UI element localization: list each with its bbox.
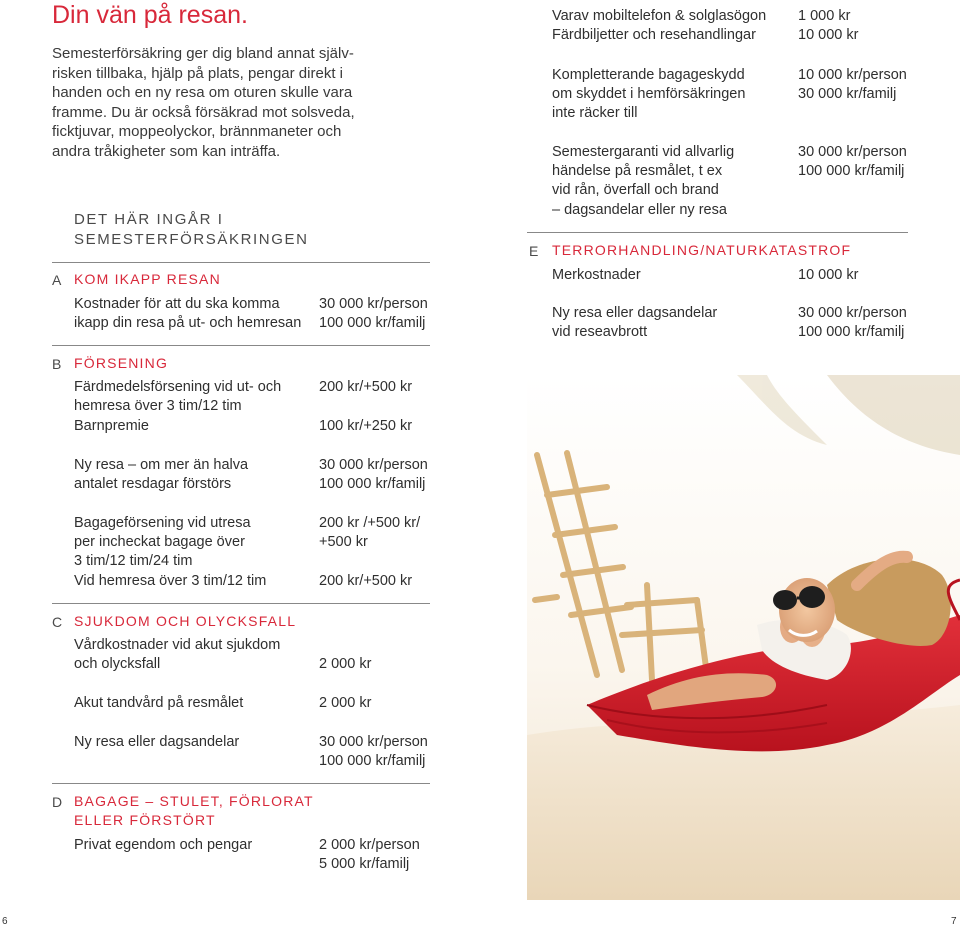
coverage-value: 200 kr/+500 kr	[319, 573, 413, 589]
coverage-value: 2 000 kr	[319, 695, 372, 711]
beach-hammock-photo	[527, 375, 960, 900]
coverage-value: 30 000 kr/person	[319, 296, 428, 312]
coverage-label: Ny resa eller dagsandelar	[74, 734, 240, 750]
category-title-e: TERRORHANDLING/NATURKATASTROF	[552, 242, 852, 258]
coverage-label: Privat egendom och pengar	[74, 837, 253, 853]
coverage-value: 200 kr /+500 kr/	[319, 515, 421, 531]
coverage-label: Akut tandvård på resmålet	[74, 695, 244, 711]
coverage-value: 30 000 kr/person	[319, 734, 428, 750]
coverage-label: Kompletterande bagageskydd	[552, 67, 745, 83]
section-title-line: SEMESTERFÖRSÄKRINGEN	[74, 230, 309, 248]
section-title-line: DET HÄR INGÅR I	[74, 211, 224, 228]
page-number-left: 6	[2, 916, 8, 927]
coverage-label: hemresa över 3 tim/12 tim	[74, 398, 242, 414]
coverage-label: Bagageförsening vid utresa	[74, 515, 251, 531]
category-title-d: BAGAGE – STULET, FÖRLORAT	[74, 793, 314, 809]
coverage-label: och olycksfall	[74, 656, 161, 672]
coverage-value: 100 kr/+250 kr	[319, 418, 413, 434]
coverage-value: 200 kr/+500 kr	[319, 379, 413, 395]
coverage-value: 100 000 kr/familj	[798, 324, 905, 340]
coverage-label: – dagsandelar eller ny resa	[552, 202, 727, 218]
section-title	[74, 210, 309, 249]
coverage-label: Semestergaranti vid allvarlig	[552, 144, 735, 160]
coverage-label: antalet resdagar förstörs	[74, 476, 232, 492]
intro-line: Semesterförsäkring ger dig bland annat själv-	[52, 45, 354, 62]
category-title-d: ELLER FÖRSTÖRT	[74, 812, 216, 828]
category-title-b: FÖRSENING	[74, 355, 169, 371]
section-letter-b: B	[52, 356, 62, 372]
coverage-label: händelse på resmålet, t ex	[552, 163, 723, 179]
coverage-value: 2 000 kr/person	[319, 837, 420, 853]
page-heading: Din vän på resan.	[52, 1, 248, 29]
divider	[52, 603, 430, 604]
coverage-label: 3 tim/12 tim/24 tim	[74, 553, 193, 569]
coverage-value: 30 000 kr/person	[319, 457, 428, 473]
coverage-label: Kostnader för att du ska komma	[74, 296, 280, 312]
coverage-label: vid rån, överfall och brand	[552, 182, 719, 198]
coverage-label: ikapp din resa på ut- och hemresan	[74, 315, 302, 331]
coverage-value: 100 000 kr/familj	[798, 163, 905, 179]
divider	[52, 345, 430, 346]
intro-line: framme. Du är också försäkrad mot solsveda,	[52, 103, 355, 121]
intro-paragraph	[52, 44, 355, 161]
coverage-label: Vid hemresa över 3 tim/12 tim	[74, 573, 267, 589]
coverage-label: Vårdkostnader vid akut sjukdom	[74, 637, 281, 653]
coverage-value: 100 000 kr/familj	[319, 476, 426, 492]
page-number-right: 7	[951, 916, 957, 927]
coverage-value: 10 000 kr	[798, 27, 859, 43]
section-letter-a: A	[52, 272, 62, 288]
section-letter-c: C	[52, 614, 63, 630]
coverage-value: 10 000 kr	[798, 267, 859, 283]
coverage-value: 30 000 kr/familj	[798, 86, 897, 102]
section-letter-d: D	[52, 794, 63, 810]
coverage-value: 100 000 kr/familj	[319, 315, 426, 331]
coverage-label: om skyddet i hemförsäkringen	[552, 86, 746, 102]
coverage-value: 1 000 kr	[798, 8, 851, 24]
coverage-value: +500 kr	[319, 534, 368, 550]
divider	[52, 262, 430, 263]
coverage-label: Ny resa eller dagsandelar	[552, 305, 718, 321]
coverage-value: 5 000 kr/familj	[319, 856, 410, 872]
intro-line: risken tillbaka, hjälp på plats, pengar direkt i	[52, 64, 343, 82]
category-title-c: SJUKDOM OCH OLYCKSFALL	[74, 613, 297, 629]
coverage-label: Färdbiljetter och resehandlingar	[552, 27, 756, 43]
section-letter-e: E	[529, 243, 539, 259]
category-title-a: KOM IKAPP RESAN	[74, 271, 221, 287]
coverage-label: inte räcker till	[552, 105, 638, 121]
intro-line: andra tråkigheter som kan inträffa.	[52, 142, 281, 160]
coverage-value: 30 000 kr/person	[798, 305, 907, 321]
coverage-value: 10 000 kr/person	[798, 67, 907, 83]
intro-line: ficktjuvar, moppeolyckor, brännmaneter och	[52, 123, 342, 140]
coverage-value: 2 000 kr	[319, 656, 372, 672]
coverage-value: 100 000 kr/familj	[319, 753, 426, 769]
coverage-label: Merkostnader	[552, 267, 641, 283]
coverage-label: per incheckat bagage över	[74, 534, 245, 550]
coverage-value: 30 000 kr/person	[798, 144, 907, 160]
divider	[527, 232, 908, 233]
coverage-label: Barnpremie	[74, 418, 149, 434]
coverage-label: Färdmedelsförsening vid ut- och	[74, 379, 282, 395]
intro-line: handen och en ny resa om oturen skulle vara	[52, 84, 353, 101]
coverage-label: Varav mobiltelefon & solglasögon	[552, 8, 767, 24]
divider	[52, 783, 430, 784]
coverage-label: Ny resa – om mer än halva	[74, 457, 249, 473]
coverage-label: vid reseavbrott	[552, 324, 648, 340]
